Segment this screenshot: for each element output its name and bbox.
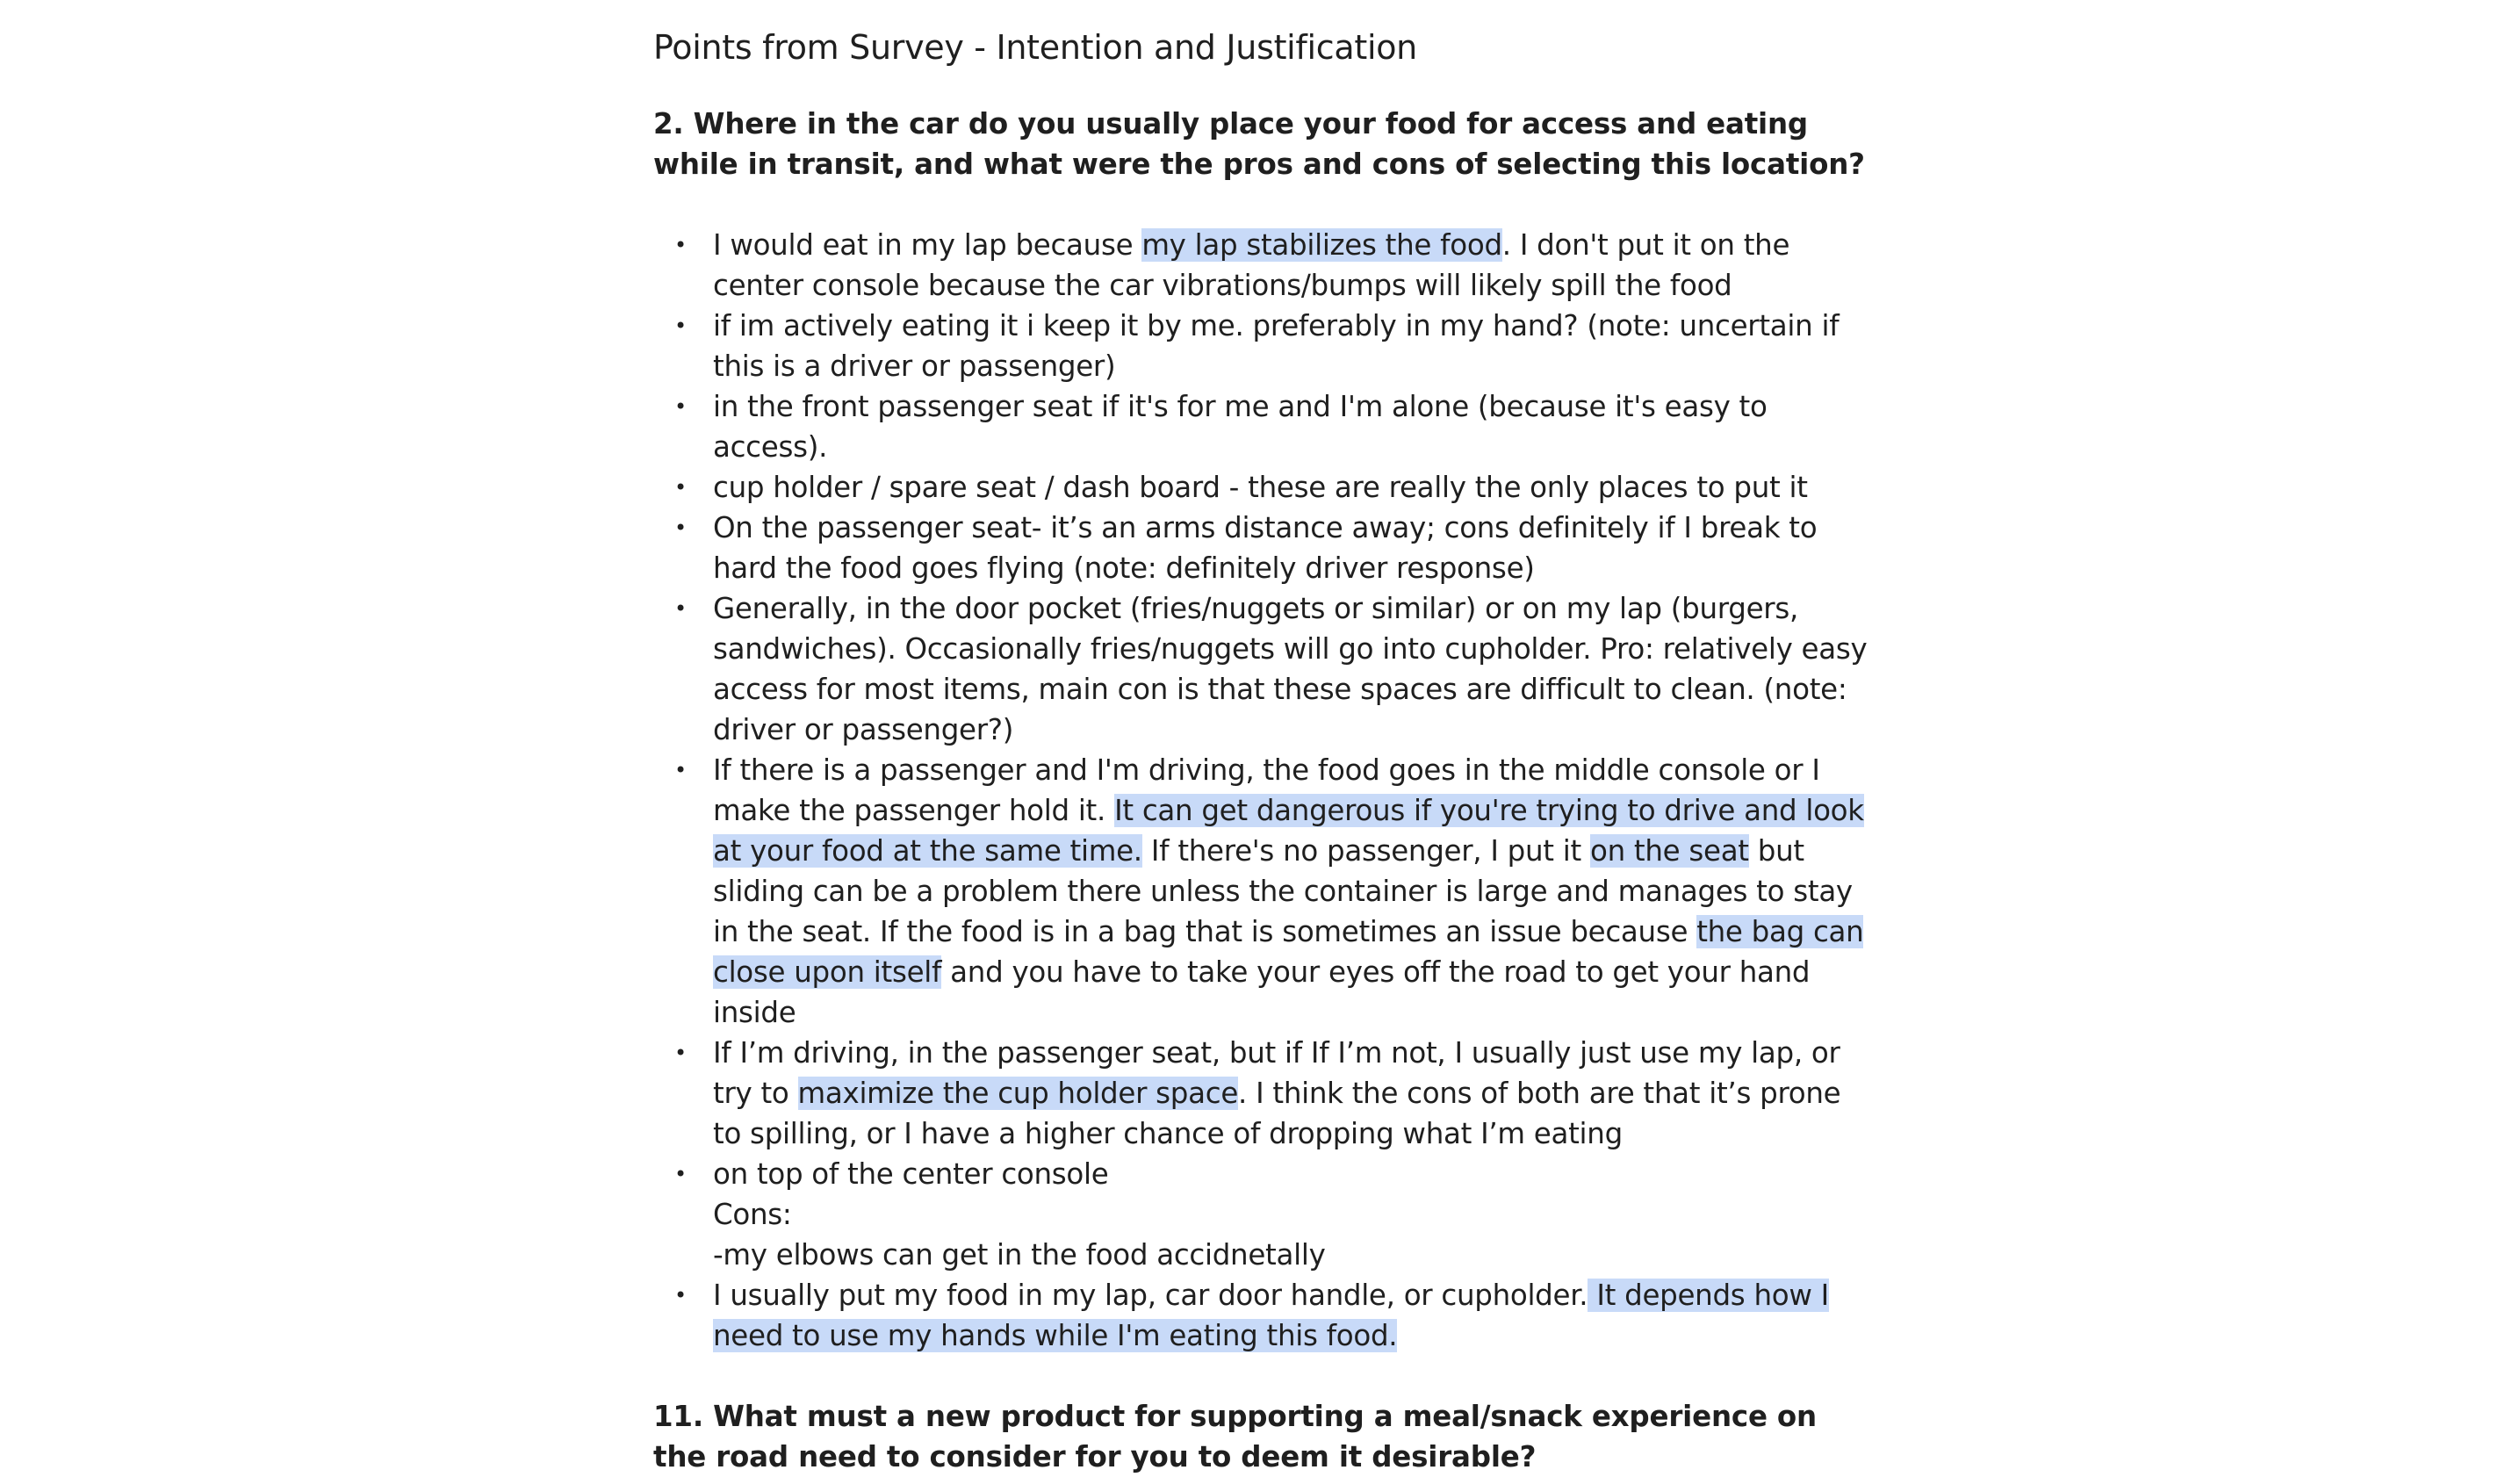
answer-text: . I think the cons of both are that it’s prone to spilling, or I have a higher chance of dropping what I’m eating	[713, 1077, 1841, 1150]
list-item	[653, 1154, 1874, 1275]
bullet-icon: •	[674, 758, 687, 782]
highlighted-text: on the seat	[1589, 834, 1749, 868]
answer-text: Generally, in the door pocket (fries/nuggets or similar) or on my lap (burgers, sandwiches). Occasionally fries/nuggets will go into cupholder. Pro: relatively easy access for most items, main con is that these spaces are difficult to clean. (note: driver or passenger?)	[713, 592, 1868, 746]
answer-text: I usually put my food in my lap, car door handle, or cupholder.	[713, 1279, 1588, 1312]
answer-list	[653, 225, 1874, 1356]
list-item	[653, 386, 1874, 467]
answer-text: If there is a passenger and I'm driving, the food goes in the middle console or I make the passenger hold it.	[713, 753, 1820, 827]
bullet-icon: •	[674, 233, 687, 257]
answer-text: in the front passenger seat if it's for me and I'm alone (because it's easy to access).	[713, 390, 1768, 464]
answer-text: if im actively eating it i keep it by me. preferably in my hand? (note: uncertain if this is a driver or passenger)	[713, 309, 1840, 383]
bullet-icon: •	[674, 515, 687, 540]
highlighted-text: It can get dangerous if you're trying to drive and look at your food at the same time.	[713, 794, 1864, 868]
highlighted-text: It depends how I need to use my hands while I'm eating this food.	[713, 1279, 1829, 1352]
answer-text: If there's no passenger, I put it	[1141, 834, 1590, 868]
highlighted-text: the bag can close upon itself	[713, 915, 1864, 989]
answer-text: On the passenger seat- it’s an arms distance away; cons definitely if I break to hard the food goes flying (note: definitely driver response)	[713, 511, 1818, 585]
list-item	[653, 225, 1874, 306]
highlighted-text: maximize the cup holder space	[797, 1077, 1239, 1110]
bullet-icon: •	[674, 1041, 687, 1065]
list-item	[653, 750, 1874, 1033]
bullet-icon: •	[674, 475, 687, 500]
list-item	[653, 588, 1874, 750]
answer-text: cup holder / spare seat / dash board - these are really the only places to put it	[713, 471, 1808, 504]
list-item	[653, 1033, 1874, 1154]
answer-text: If I’m driving, in the passenger seat, but if If I’m not, I usually just use my lap, or try to	[713, 1036, 1840, 1110]
question-11: 11. What must a new product for supporting a meal/snack experience on the road need to consider for you to deem it desirable?	[653, 1400, 1817, 1473]
bullet-icon: •	[674, 596, 687, 621]
answer-text: . I don't put it on the center console because the car vibrations/bumps will likely spill the food	[713, 228, 1790, 302]
answer-text: I would eat in my lap because	[713, 228, 1142, 262]
list-item	[653, 1275, 1874, 1356]
answer-text: but sliding can be a problem there unless the container is large and manages to stay in the seat. If the food is in a bag that is sometimes an issue because	[713, 834, 1853, 948]
bullet-icon: •	[674, 1162, 687, 1186]
document	[653, 23, 1874, 1477]
bullet-icon: •	[674, 394, 687, 419]
list-item	[653, 467, 1874, 508]
page-title: Points from Survey - Intention and Justification	[653, 28, 1417, 67]
list-item	[653, 508, 1874, 588]
bullet-icon: •	[674, 313, 687, 338]
list-item	[653, 306, 1874, 386]
answer-line: on top of the center console	[713, 1157, 1109, 1191]
answer-line: Cons:	[713, 1198, 792, 1231]
question-2: 2. Where in the car do you usually place your food for access and eating while in transit, and what were the pros and cons of selecting this location?	[653, 107, 1865, 181]
highlighted-text: my lap stabilizes the food	[1141, 228, 1502, 262]
bullet-icon: •	[674, 1283, 687, 1308]
answer-text: and you have to take your eyes off the road to get your hand inside	[713, 955, 1811, 1029]
answer-line: -my elbows can get in the food accidnetally	[713, 1238, 1326, 1272]
